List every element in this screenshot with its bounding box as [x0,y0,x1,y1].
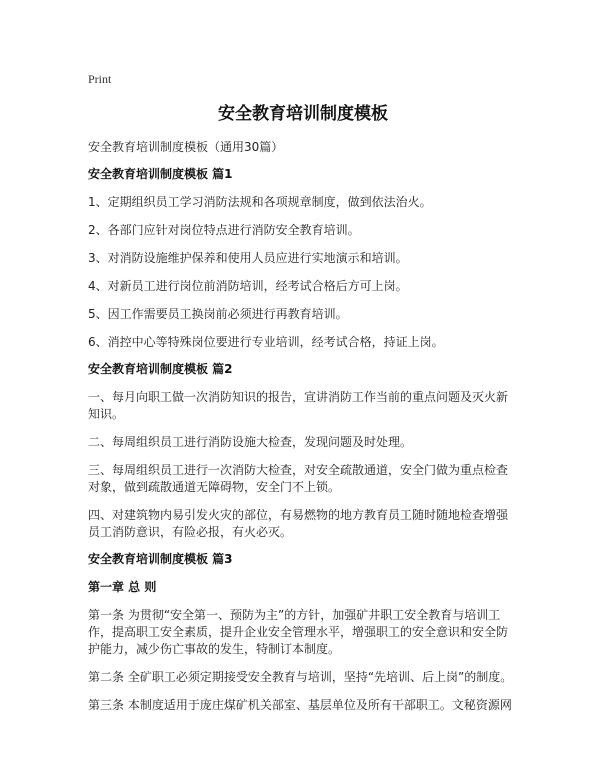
paragraph: 第三条 本制度适用于庞庄煤矿机关部室、基层单位及所有干部职工。文秘资源网 [88,698,512,712]
chapter-heading: 第一章 总 则 [88,580,157,594]
paragraph: 第一条 为贯彻“安全第一、预防为主”的方针，加强矿井职工安全教育与培训工作，提高职工安全素质，提升企业安全管理水平，增强职工的安全意识和安全防护能力，减少伤亡事故的发生，特制订本制度。 [88,608,509,656]
section-heading: 安全教育培训制度模板 篇3 [88,552,233,566]
document-page [88,70,518,714]
section-3 [88,550,518,714]
paragraph: 2、各部门应针对岗位特点进行消防安全教育培训。 [88,223,360,237]
section-heading: 安全教育培训制度模板 篇1 [88,167,233,181]
paragraph: 四、对建筑物内易引发火灾的部位，有易燃物的地方教育员工随时随地检查增强员工消防意识，有险必报，有火必灭。 [88,508,509,539]
paragraph: 1、定期组织员工学习消防法规和各项规章制度，做到依法治火。 [88,195,432,209]
paragraph: 二、每周组织员工进行消防设施大检查，发现问题及时处理。 [88,435,413,449]
paragraph: 6、消控中心等特殊岗位要进行专业培训，经考试合格，持证上岗。 [88,335,444,349]
section-1 [88,165,518,351]
document-title: 安全教育培训制度模板 [218,104,388,124]
section-heading: 安全教育培训制度模板 篇2 [88,362,233,376]
document-subtitle: 安全教育培训制度模板（通用30篇） [88,140,284,154]
paragraph: 3、对消防设施维护保养和使用人员应进行实地演示和培训。 [88,251,408,265]
section-2 [88,360,518,541]
paragraph: 4、对新员工进行岗位前消防培训，经考试合格后方可上岗。 [88,279,408,293]
paragraph: 第二条 全矿职工必须定期接受安全教育与培训，坚持“先培训、后上岗”的制度。 [88,670,513,684]
print-link[interactable]: Print [88,72,112,86]
paragraph: 5、因工作需要员工换岗前必须进行再教育培训。 [88,307,348,321]
paragraph: 三、每周组织员工进行一次消防大检查，对安全疏散通道，安全门做为重点检查对象，做到疏散通道无障碍物，安全门不上锁。 [88,463,509,494]
paragraph: 一、每月向职工做一次消防知识的报告，宣讲消防工作当前的重点问题及灭火新知识。 [88,390,509,421]
